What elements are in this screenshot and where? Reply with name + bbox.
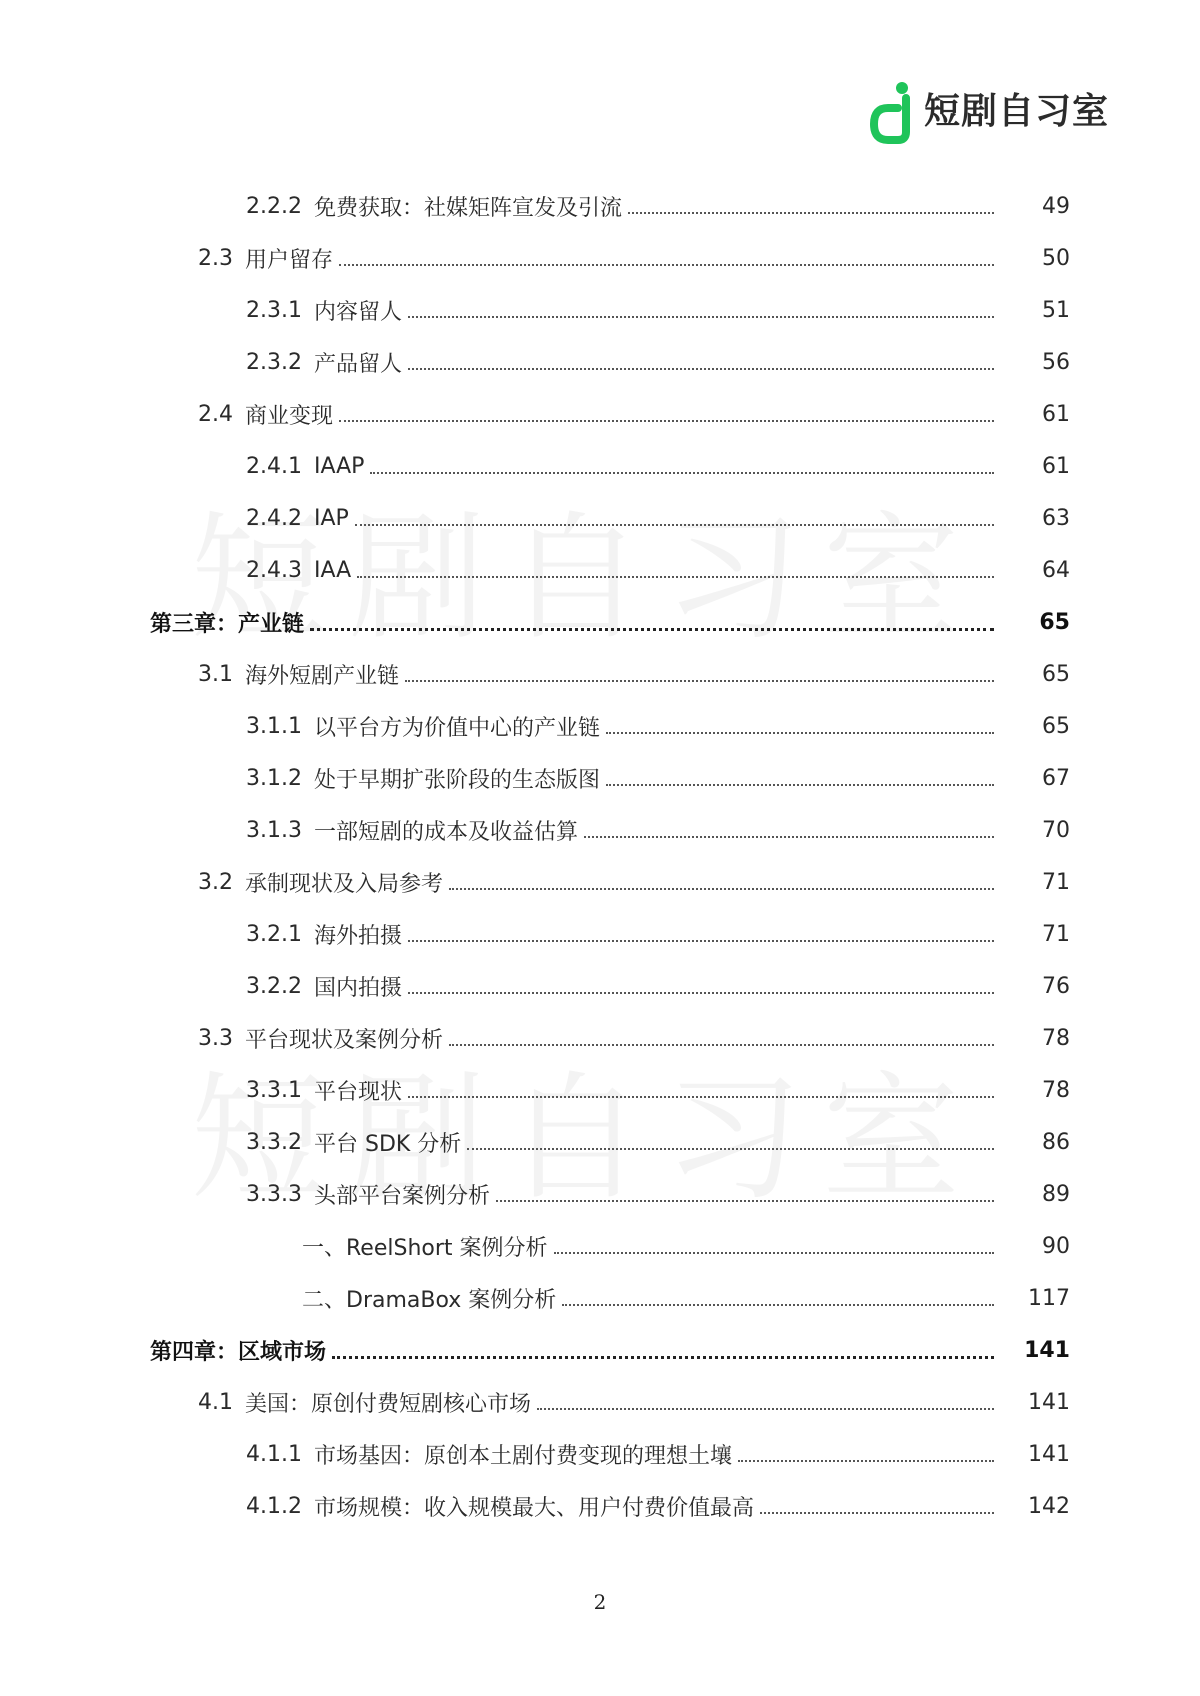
toc-entry-page: 86 [1042, 1129, 1070, 1155]
toc-entry-page: 67 [1042, 765, 1070, 791]
toc-entry-title: 国内拍摄 [313, 975, 402, 1001]
toc-entry[interactable] [0, 752, 1200, 804]
toc-entry[interactable] [0, 856, 1200, 908]
toc-entry[interactable] [0, 700, 1200, 752]
toc-entry-page: 64 [1042, 557, 1070, 583]
toc-entry-number: 3.1 [198, 661, 233, 687]
toc-entry[interactable] [0, 1428, 1200, 1480]
toc-entry-title: 头部平台案例分析 [313, 1183, 490, 1209]
toc-entry-page: 51 [1042, 297, 1070, 323]
toc-dot-leader [408, 1096, 994, 1098]
toc-entry-page: 89 [1042, 1181, 1070, 1207]
toc-entry-title: 第四章：区域市场 [150, 1339, 327, 1365]
toc-dot-leader [310, 628, 994, 631]
toc-dot-leader [408, 992, 994, 994]
table-of-contents [0, 180, 1200, 1532]
toc-entry-number: 3.2.2 [246, 973, 302, 999]
toc-entry-number: 2.3.2 [246, 349, 302, 375]
toc-entry[interactable] [0, 336, 1200, 388]
toc-dot-leader [355, 524, 994, 526]
toc-entry[interactable] [0, 544, 1200, 596]
toc-dot-leader [408, 940, 994, 942]
toc-entry[interactable] [0, 440, 1200, 492]
toc-dot-leader [449, 888, 994, 890]
toc-entry[interactable] [0, 284, 1200, 336]
toc-dot-leader [405, 680, 994, 682]
toc-dot-leader [467, 1148, 994, 1150]
toc-entry[interactable] [0, 1272, 1200, 1324]
toc-dot-leader [408, 368, 994, 370]
page-number: 2 [593, 1590, 607, 1614]
toc-dot-leader [562, 1304, 994, 1306]
toc-entry-title: IAP [313, 505, 349, 531]
toc-entry-page: 65 [1039, 609, 1070, 635]
toc-entry-number: 2.3.1 [246, 297, 302, 323]
toc-entry-title: 第三章：产业链 [150, 611, 305, 637]
toc-dot-leader [339, 420, 994, 422]
toc-entry[interactable] [0, 492, 1200, 544]
toc-entry[interactable] [0, 1480, 1200, 1532]
toc-entry[interactable] [0, 960, 1200, 1012]
toc-dot-leader [606, 732, 994, 734]
toc-entry-title: 内容留人 [313, 299, 402, 325]
toc-entry-number: 3.3.1 [246, 1077, 302, 1103]
toc-entry-number: 4.1.2 [246, 1493, 302, 1519]
toc-entry[interactable] [0, 180, 1200, 232]
toc-dot-leader [370, 472, 994, 474]
toc-dot-leader [357, 576, 994, 578]
toc-entry-title: 市场基因：原创本土剧付费变现的理想土壤 [313, 1443, 732, 1469]
toc-entry[interactable] [0, 1220, 1200, 1272]
toc-entry-page: 141 [1024, 1337, 1070, 1363]
toc-entry-title: 一部短剧的成本及收益估算 [313, 819, 578, 845]
toc-entry-title: 平台现状及案例分析 [245, 1027, 444, 1053]
toc-entry-page: 70 [1042, 817, 1070, 843]
toc-entry-page: 63 [1042, 505, 1070, 531]
toc-entry-number: 4.1 [198, 1389, 233, 1415]
toc-entry-page: 117 [1028, 1285, 1070, 1311]
toc-entry-page: 50 [1042, 245, 1070, 271]
toc-entry-page: 90 [1042, 1233, 1070, 1259]
toc-entry-page: 61 [1042, 401, 1070, 427]
toc-entry[interactable] [0, 648, 1200, 700]
toc-entry-page: 76 [1042, 973, 1070, 999]
logo-text: 短剧自习室 [924, 91, 1110, 132]
toc-entry-title: 平台 SDK 分析 [313, 1131, 462, 1157]
toc-entry-title: 海外短剧产业链 [245, 663, 400, 689]
toc-entry-number: 4.1.1 [246, 1441, 302, 1467]
toc-entry-number: 3.1.2 [246, 765, 302, 791]
toc-entry-number: 2.4.1 [246, 453, 302, 479]
toc-entry-number: 3.3.3 [246, 1181, 302, 1207]
toc-entry-title: 用户留存 [245, 247, 334, 273]
toc-entry[interactable] [0, 804, 1200, 856]
toc-entry[interactable] [0, 388, 1200, 440]
toc-entry-page: 78 [1042, 1077, 1070, 1103]
brand-logo [870, 80, 1109, 144]
toc-entry-number: 3.2 [198, 869, 233, 895]
toc-entry-number: 3.3 [198, 1025, 233, 1051]
toc-entry-number: 2.4.3 [246, 557, 302, 583]
toc-dot-leader [496, 1200, 994, 1202]
toc-dot-leader [332, 1356, 994, 1359]
toc-dot-leader [760, 1512, 994, 1514]
toc-entry-title: IAAP [313, 453, 365, 479]
toc-entry-title: 美国：原创付费短剧核心市场 [245, 1391, 532, 1417]
toc-entry-number: 2.4.2 [246, 505, 302, 531]
toc-dot-leader [554, 1252, 994, 1254]
toc-entry-page: 65 [1042, 713, 1070, 739]
logo-icon [870, 80, 914, 144]
toc-entry-title: 产品留人 [313, 351, 402, 377]
toc-entry[interactable] [0, 1168, 1200, 1220]
toc-entry-title: 市场规模：收入规模最大、用户付费价值最高 [313, 1495, 754, 1521]
toc-entry-title: 平台现状 [313, 1079, 402, 1105]
toc-entry-number: 2.2.2 [246, 193, 302, 219]
toc-entry[interactable] [0, 1116, 1200, 1168]
toc-entry-title: 处于早期扩张阶段的生态版图 [313, 767, 600, 793]
toc-chapter-entry[interactable] [0, 596, 1200, 648]
toc-entry-page: 61 [1042, 453, 1070, 479]
toc-entry-number: 3.1.1 [246, 713, 302, 739]
toc-entry-title: 以平台方为价值中心的产业链 [313, 715, 600, 741]
toc-entry-title: IAA [313, 557, 352, 583]
toc-chapter-entry[interactable] [0, 1324, 1200, 1376]
toc-entry-page: 49 [1042, 193, 1070, 219]
toc-entry[interactable] [0, 1012, 1200, 1064]
toc-entry-page: 65 [1042, 661, 1070, 687]
toc-entry[interactable] [0, 1064, 1200, 1116]
toc-entry-page: 78 [1042, 1025, 1070, 1051]
toc-entry-title: 免费获取：社媒矩阵宣发及引流 [313, 195, 622, 221]
toc-dot-leader [408, 316, 994, 318]
toc-entry-page: 56 [1042, 349, 1070, 375]
toc-entry-title: 承制现状及入局参考 [245, 871, 444, 897]
toc-dot-leader [339, 264, 994, 266]
toc-entry-title: 一、ReelShort 案例分析 [302, 1235, 548, 1261]
toc-entry-number: 3.3.2 [246, 1129, 302, 1155]
toc-entry-title: 二、DramaBox 案例分析 [302, 1287, 557, 1313]
toc-entry-number: 2.3 [198, 245, 233, 271]
toc-dot-leader [537, 1408, 994, 1410]
toc-entry-number: 3.1.3 [246, 817, 302, 843]
toc-entry[interactable] [0, 232, 1200, 284]
toc-entry[interactable] [0, 908, 1200, 960]
toc-dot-leader [449, 1044, 994, 1046]
toc-entry-title: 海外拍摄 [313, 923, 402, 949]
toc-dot-leader [584, 836, 994, 838]
toc-entry-page: 141 [1028, 1389, 1070, 1415]
toc-entry-title: 商业变现 [245, 403, 334, 429]
toc-dot-leader [738, 1460, 994, 1462]
toc-entry-page: 71 [1042, 869, 1070, 895]
toc-entry-page: 71 [1042, 921, 1070, 947]
toc-dot-leader [606, 784, 994, 786]
toc-dot-leader [628, 212, 994, 214]
toc-entry-number: 3.2.1 [246, 921, 302, 947]
toc-entry-number: 2.4 [198, 401, 233, 427]
toc-entry[interactable] [0, 1376, 1200, 1428]
toc-entry-page: 141 [1028, 1441, 1070, 1467]
toc-entry-page: 142 [1028, 1493, 1070, 1519]
